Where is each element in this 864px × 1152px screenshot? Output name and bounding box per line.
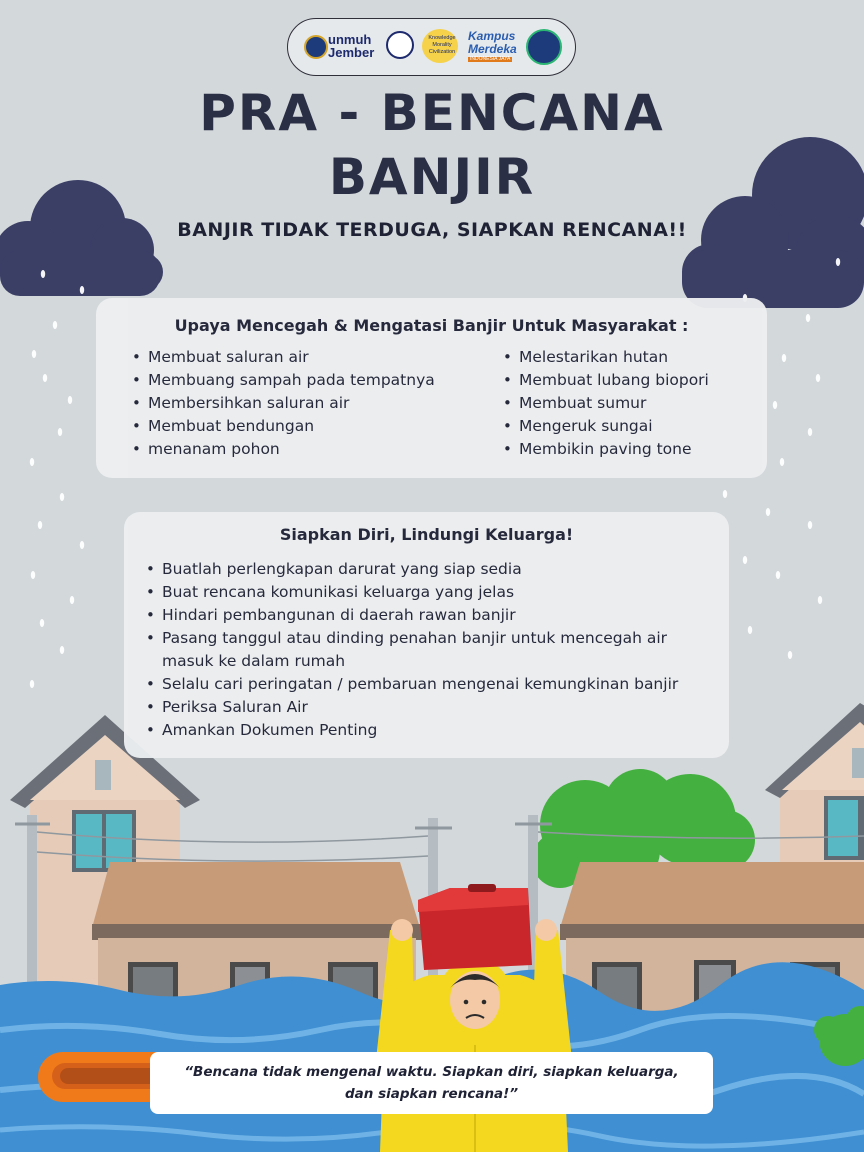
prevention-card — [96, 298, 767, 478]
kmc-logo-text-2: Morality — [432, 42, 452, 48]
kampus-logo-line1: Kampus — [468, 29, 516, 43]
box-icon — [418, 884, 532, 970]
kampus-logo-sub: INDONESIA JAYA — [470, 56, 511, 62]
list-item: • menanam pohon — [132, 438, 435, 461]
title-line-1: PRA - BENCANA — [199, 84, 665, 142]
list-item: • Buat rencana komunikasi keluarga yang jelas — [146, 581, 716, 604]
unmuh-logo-line2: Jember — [328, 45, 375, 60]
title-line-2: BANJIR — [328, 148, 536, 206]
bem-logo-icon — [386, 31, 414, 59]
preparation-heading: Siapkan Diri, Lindungi Keluarga! — [279, 525, 574, 544]
list-item: • Mengeruk sungai — [503, 415, 709, 438]
preparation-card — [124, 512, 729, 758]
list-item: • Amankan Dokumen Penting — [146, 719, 716, 742]
quote-box — [150, 1052, 713, 1114]
kmc-logo-text-1: Knowledge — [428, 35, 456, 41]
list-item: • Membuat sumur — [503, 392, 709, 415]
list-item: • Hindari pembangunan di daerah rawan banjir — [146, 604, 716, 627]
university-seal-icon — [526, 29, 562, 65]
unmuh-logo-line1: unmuh — [328, 32, 372, 47]
prevention-heading: Upaya Mencegah & Mengatasi Banjir Untuk Masyarakat : — [174, 316, 689, 335]
list-item: • Melestarikan hutan — [503, 346, 709, 369]
kmc-logo-text-3: Civilization — [428, 49, 456, 55]
list-item: • Membersihkan saluran air — [132, 392, 435, 415]
list-item: • Pasang tanggul atau dinding penahan banjir untuk mencegah air masuk ke dalam rumah — [146, 627, 716, 673]
subtitle: BANJIR TIDAK TERDUGA, SIAPKAN RENCANA!! — [177, 219, 687, 241]
list-item: • Membuat bendungan — [132, 415, 435, 438]
list-item: • Selalu cari peringatan / pembaruan mengenai kemungkinan banjir — [146, 673, 716, 696]
prevention-left-list — [132, 346, 435, 461]
preparation-list — [146, 558, 716, 742]
list-item: • Membuat saluran air — [132, 346, 435, 369]
logo-bar — [287, 18, 576, 76]
list-item: • Membuat lubang biopori — [503, 369, 709, 392]
list-item: • Membuang sampah pada tempatnya — [132, 369, 435, 392]
quote-text: “Bencana tidak mengenal waktu. Siapkan diri, siapkan keluarga, dan siapkan rencana!” — [184, 1064, 679, 1102]
prevention-right-list — [503, 346, 709, 461]
list-item: • Membikin paving tone — [503, 438, 709, 461]
list-item: • Periksa Saluran Air — [146, 696, 716, 719]
kampus-logo-line2: Merdeka — [468, 42, 517, 56]
list-item: • Buatlah perlengkapan darurat yang siap sedia — [146, 558, 716, 581]
unmuh-logo-icon — [304, 35, 328, 59]
